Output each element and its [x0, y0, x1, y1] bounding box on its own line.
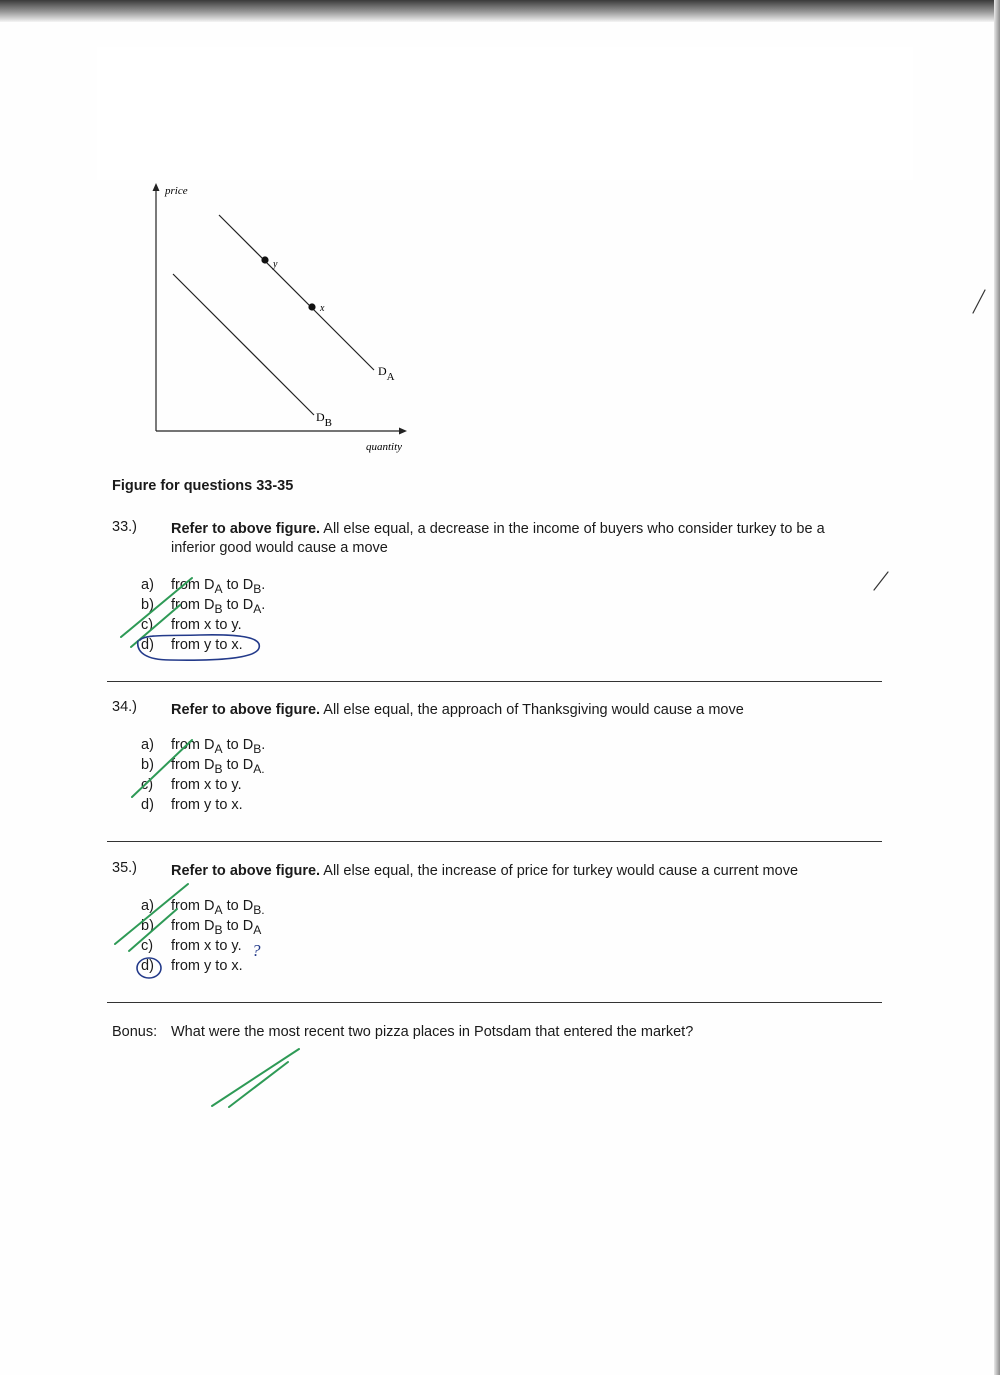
curve-a-subscript: A: [386, 371, 395, 383]
option-sub-1: A: [214, 581, 223, 596]
figure-caption: Figure for questions 33-35: [112, 478, 294, 494]
option-text: from D: [171, 597, 215, 613]
option-label: a): [141, 737, 154, 753]
circle-mark-33-d: [138, 635, 260, 660]
option-mid: to D: [222, 597, 254, 613]
option-sub-2: B: [253, 581, 262, 596]
pencil-tick: [874, 572, 888, 590]
question-34-body: All else equal, the approach of Thanksgiving would cause a move: [320, 702, 744, 718]
question-34-lead: Refer to above figure.: [171, 702, 321, 718]
question-33-body: All else equal, a decrease in the income of buyers who consider turkey to be a inferior good would cause a move: [171, 521, 825, 556]
option-mid: to D: [222, 757, 254, 773]
point-x-label: x: [320, 303, 325, 314]
option-label: c): [141, 777, 154, 793]
question-35-body: All else equal, the increase of price for turkey would cause a current move: [320, 863, 799, 879]
option-sub-2: A.: [253, 761, 265, 776]
option-end: .: [261, 737, 266, 753]
option-text: from D: [171, 898, 215, 914]
option-mid: to D: [222, 737, 254, 753]
option-mid: to D: [222, 577, 254, 593]
option-label: b): [141, 757, 154, 773]
option-sub-1: A: [214, 902, 223, 917]
bonus-label: Bonus:: [112, 1024, 158, 1040]
option-text: from y to x.: [171, 797, 243, 813]
curve-b-letter: D: [316, 410, 325, 424]
green-slash-bonus: [229, 1062, 288, 1107]
option-text: from D: [171, 757, 215, 773]
option-label: d): [141, 797, 154, 813]
question-34-number: 34.): [112, 699, 137, 715]
question-33-lead: Refer to above figure.: [171, 521, 321, 537]
option-text: from x to y.: [171, 938, 242, 954]
option-sub-2: B.: [253, 902, 265, 917]
option-sub-1: B: [214, 601, 223, 616]
y-axis-label: price: [165, 185, 188, 197]
green-slash-bonus: [212, 1049, 299, 1106]
option-sub-1: B: [214, 922, 223, 937]
option-label: d): [141, 958, 154, 974]
green-slash-35: [115, 884, 188, 944]
green-slash-34: [132, 740, 192, 797]
x-axis-label: quantity: [366, 441, 403, 453]
point-y-label: y: [273, 259, 278, 270]
question-33-number: 33.): [112, 519, 137, 535]
curve-b-subscript: B: [324, 417, 333, 429]
option-label: b): [141, 597, 154, 613]
option-mid: to D: [222, 898, 254, 914]
bonus-question: What were the most recent two pizza places in Potsdam that entered the market?: [171, 1024, 694, 1040]
option-sub-2: A: [253, 922, 262, 937]
option-text: from y to x.: [171, 958, 243, 974]
option-text: from x to y.: [171, 617, 242, 633]
option-label: a): [141, 577, 154, 593]
option-label: c): [141, 938, 154, 954]
option-label: a): [141, 898, 154, 914]
option-end: .: [261, 597, 266, 613]
option-sub-1: B: [214, 761, 223, 776]
option-text: from D: [171, 918, 215, 934]
curve-a-letter: D: [378, 364, 387, 378]
green-slash-33: [121, 578, 192, 637]
option-mid: to D: [222, 918, 254, 934]
option-end: .: [261, 577, 266, 593]
option-text: from x to y.: [171, 777, 242, 793]
pencil-tick: [973, 290, 985, 313]
option-sub-1: A: [214, 741, 223, 756]
option-label: c): [141, 617, 154, 633]
green-slash-35: [129, 909, 177, 951]
option-text: from D: [171, 577, 215, 593]
option-text: from D: [171, 737, 215, 753]
option-sub-2: B: [253, 741, 262, 756]
option-text: from y to x.: [171, 637, 243, 653]
circle-mark-35-d: [137, 958, 161, 978]
question-35-lead: Refer to above figure.: [171, 863, 321, 879]
option-sub-2: A: [253, 601, 262, 616]
handwritten-question-mark: ?: [252, 941, 261, 960]
question-35-number: 35.): [112, 860, 137, 876]
option-label: b): [141, 918, 154, 934]
option-label: d): [141, 637, 154, 653]
